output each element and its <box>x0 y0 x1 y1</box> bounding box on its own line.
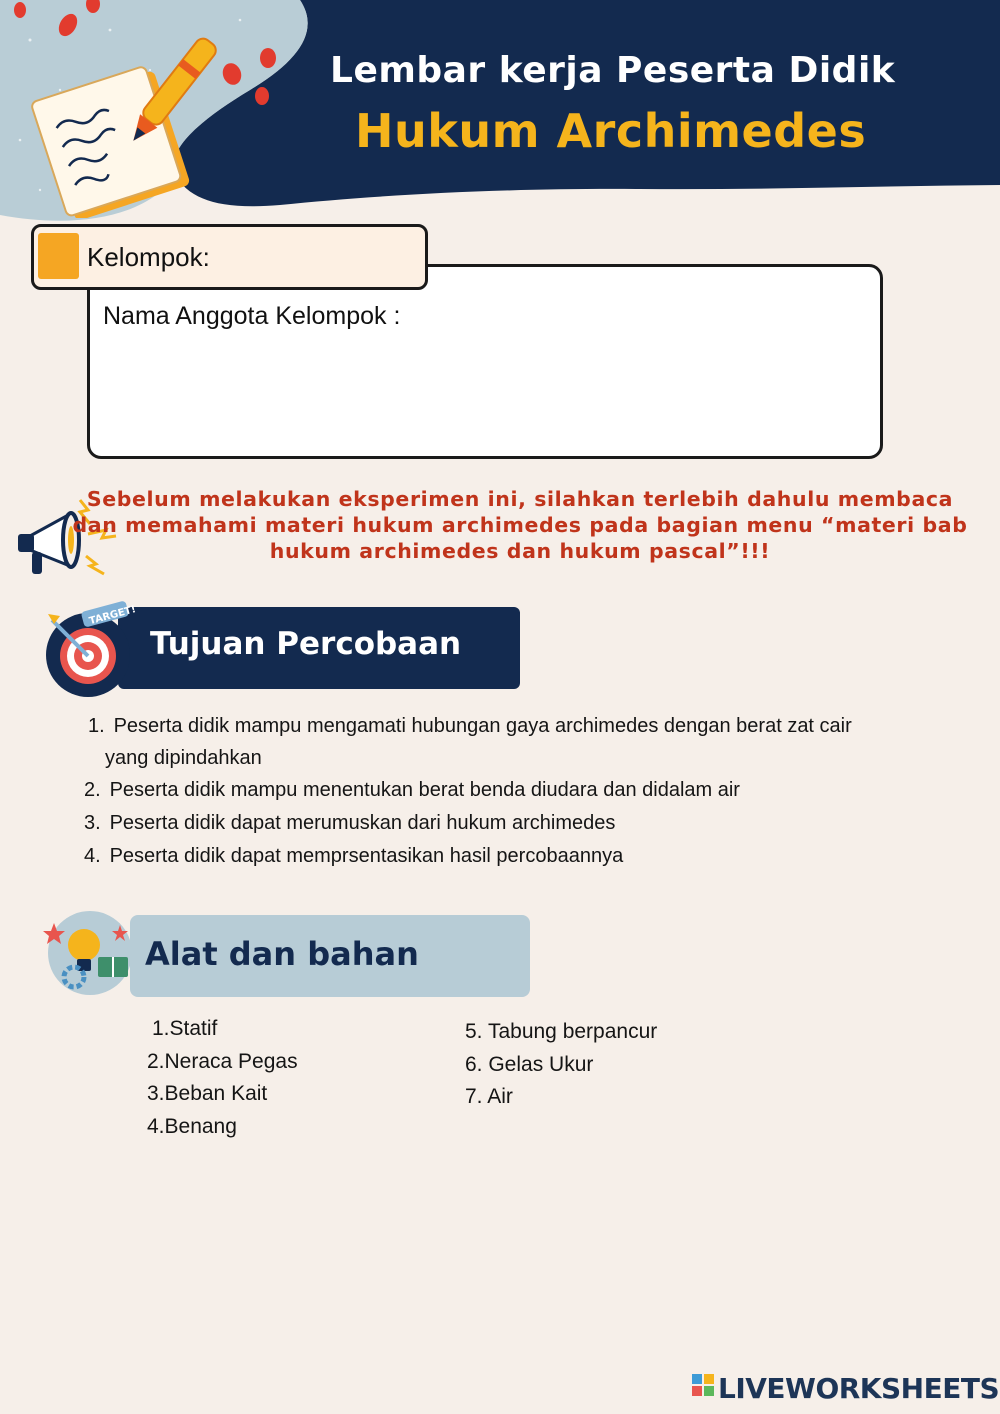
goal-item: 4. Peserta didik dapat memprsentasikan hasil percobaannya <box>84 845 624 867</box>
tool-item: 1.Statif <box>152 1017 218 1040</box>
reading-notice <box>70 486 970 564</box>
target-icon <box>38 600 138 700</box>
notice-line-2: dan memahami materi hukum archimedes pada bagian menu “materi bab <box>72 513 968 537</box>
tool-item: 3.Beban Kait <box>147 1082 268 1105</box>
goal-item: 2. Peserta didik mampu menentukan berat benda diudara dan didalam air <box>84 779 740 801</box>
tool-item: 4.Benang <box>147 1115 237 1138</box>
goal-item: 1. Peserta didik mampu mengamati hubungan gaya archimedes dengan berat zat cair <box>88 715 852 737</box>
worksheet-title: Lembar kerja Peserta Didik <box>330 50 896 91</box>
notice-line-3: hukum archimedes dan hukum pascal”!!! <box>269 539 771 563</box>
members-input-box[interactable] <box>87 264 883 459</box>
group-marker <box>38 233 79 279</box>
goals-title: Tujuan Percobaan <box>150 626 462 662</box>
goal-item-continuation: yang dipindahkan <box>105 747 262 769</box>
members-label: Nama Anggota Kelompok : <box>103 302 401 330</box>
tool-item: 7. Air <box>465 1085 513 1108</box>
notebook-pen-icon <box>28 28 218 218</box>
worksheet-subject-title: Hukum Archimedes <box>355 104 867 158</box>
tool-item: 2.Neraca Pegas <box>147 1050 298 1073</box>
tools-title: Alat dan bahan <box>145 935 419 973</box>
lightbulb-icon <box>40 905 140 1000</box>
group-label: Kelompok: <box>87 242 210 272</box>
tool-item: 6. Gelas Ukur <box>465 1053 594 1076</box>
tool-item: 5. Tabung berpancur <box>465 1020 658 1043</box>
target-badge-text: TARGET! <box>88 604 138 628</box>
goal-item: 3. Peserta didik dapat merumuskan dari hukum archimedes <box>84 812 616 834</box>
liveworksheets-logo-icon <box>692 1372 716 1398</box>
liveworksheets-brand[interactable]: LIVEWORKSHEETS <box>718 1372 1000 1405</box>
notice-line-1: Sebelum melakukan eksperimen ini, silahkan terlebih dahulu membaca <box>86 487 954 511</box>
